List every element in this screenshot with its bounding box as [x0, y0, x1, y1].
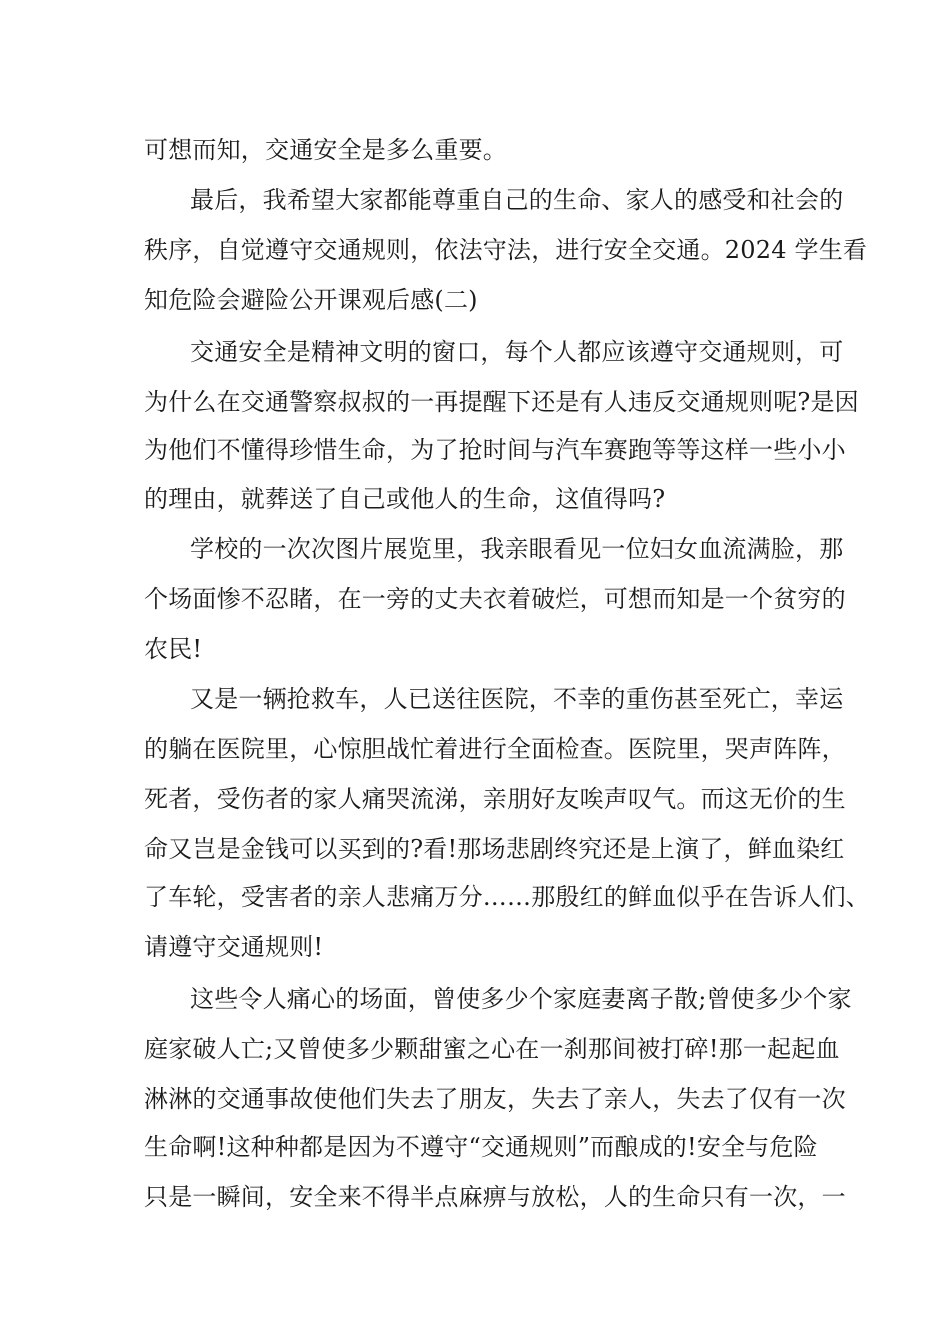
text-line: 只是一瞬间，安全来不得半点麻痹与放松，人的生命只有一次，一: [144, 1183, 846, 1211]
text-line: 学校的一次次图片展览里，我亲眼看见一位妇女血流满脸，那: [190, 535, 844, 563]
text-line: 农民!: [144, 635, 203, 663]
text-line: 为什么在交通警察叔叔的一再提醒下还是有人违反交通规则呢?是因: [144, 388, 859, 416]
text-line: 的理由，就葬送了自己或他人的生命，这值得吗?: [144, 485, 666, 513]
text-line: 秩序，自觉遵守交通规则，依法守法，进行安全交通。2024 学生看: [144, 236, 868, 264]
text-line: 可想而知，交通安全是多么重要。: [144, 136, 507, 164]
text-line: 又是一辆抢救车，人已送往医院，不幸的重伤甚至死亡，幸运: [190, 685, 844, 713]
text-line: 交通安全是精神文明的窗口，每个人都应该遵守交通规则，可: [190, 338, 844, 366]
text-line: 命又岂是金钱可以买到的?看!那场悲剧终究还是上演了，鲜血染红: [144, 835, 845, 863]
text-line: 生命啊!这种种都是因为不遵守“交通规则”而酿成的!安全与危险: [144, 1133, 818, 1161]
text-line: 最后，我希望大家都能尊重自己的生命、家人的感受和社会的: [190, 186, 844, 214]
text-line: 请遵守交通规则!: [144, 933, 324, 961]
text-line: 为他们不懂得珍惜生命，为了抢时间与汽车赛跑等等这样一些小小: [144, 436, 846, 464]
text-line: 这些令人痛心的场面，曾使多少个家庭妻离子散;曾使多少个家: [190, 985, 852, 1013]
text-line: 淋淋的交通事故使他们失去了朋友，失去了亲人，失去了仅有一次: [144, 1085, 846, 1113]
text-line: 的躺在医院里，心惊胆战忙着进行全面检查。医院里，哭声阵阵，: [144, 735, 846, 763]
text-line: 庭家破人亡;又曾使多少颗甜蜜之心在一刹那间被打碎!那一起起血: [144, 1035, 840, 1063]
text-line: 死者，受伤者的家人痛哭流涕，亲朋好友唉声叹气。而这无价的生: [144, 785, 846, 813]
text-line: 知危险会避险公开课观后感(二): [144, 286, 478, 314]
text-line: 了车轮，受害者的亲人悲痛万分……那殷红的鲜血似乎在告诉人们、: [144, 883, 870, 911]
text-line: 个场面惨不忍睹，在一旁的丈夫衣着破烂，可想而知是一个贫穷的: [144, 585, 846, 613]
